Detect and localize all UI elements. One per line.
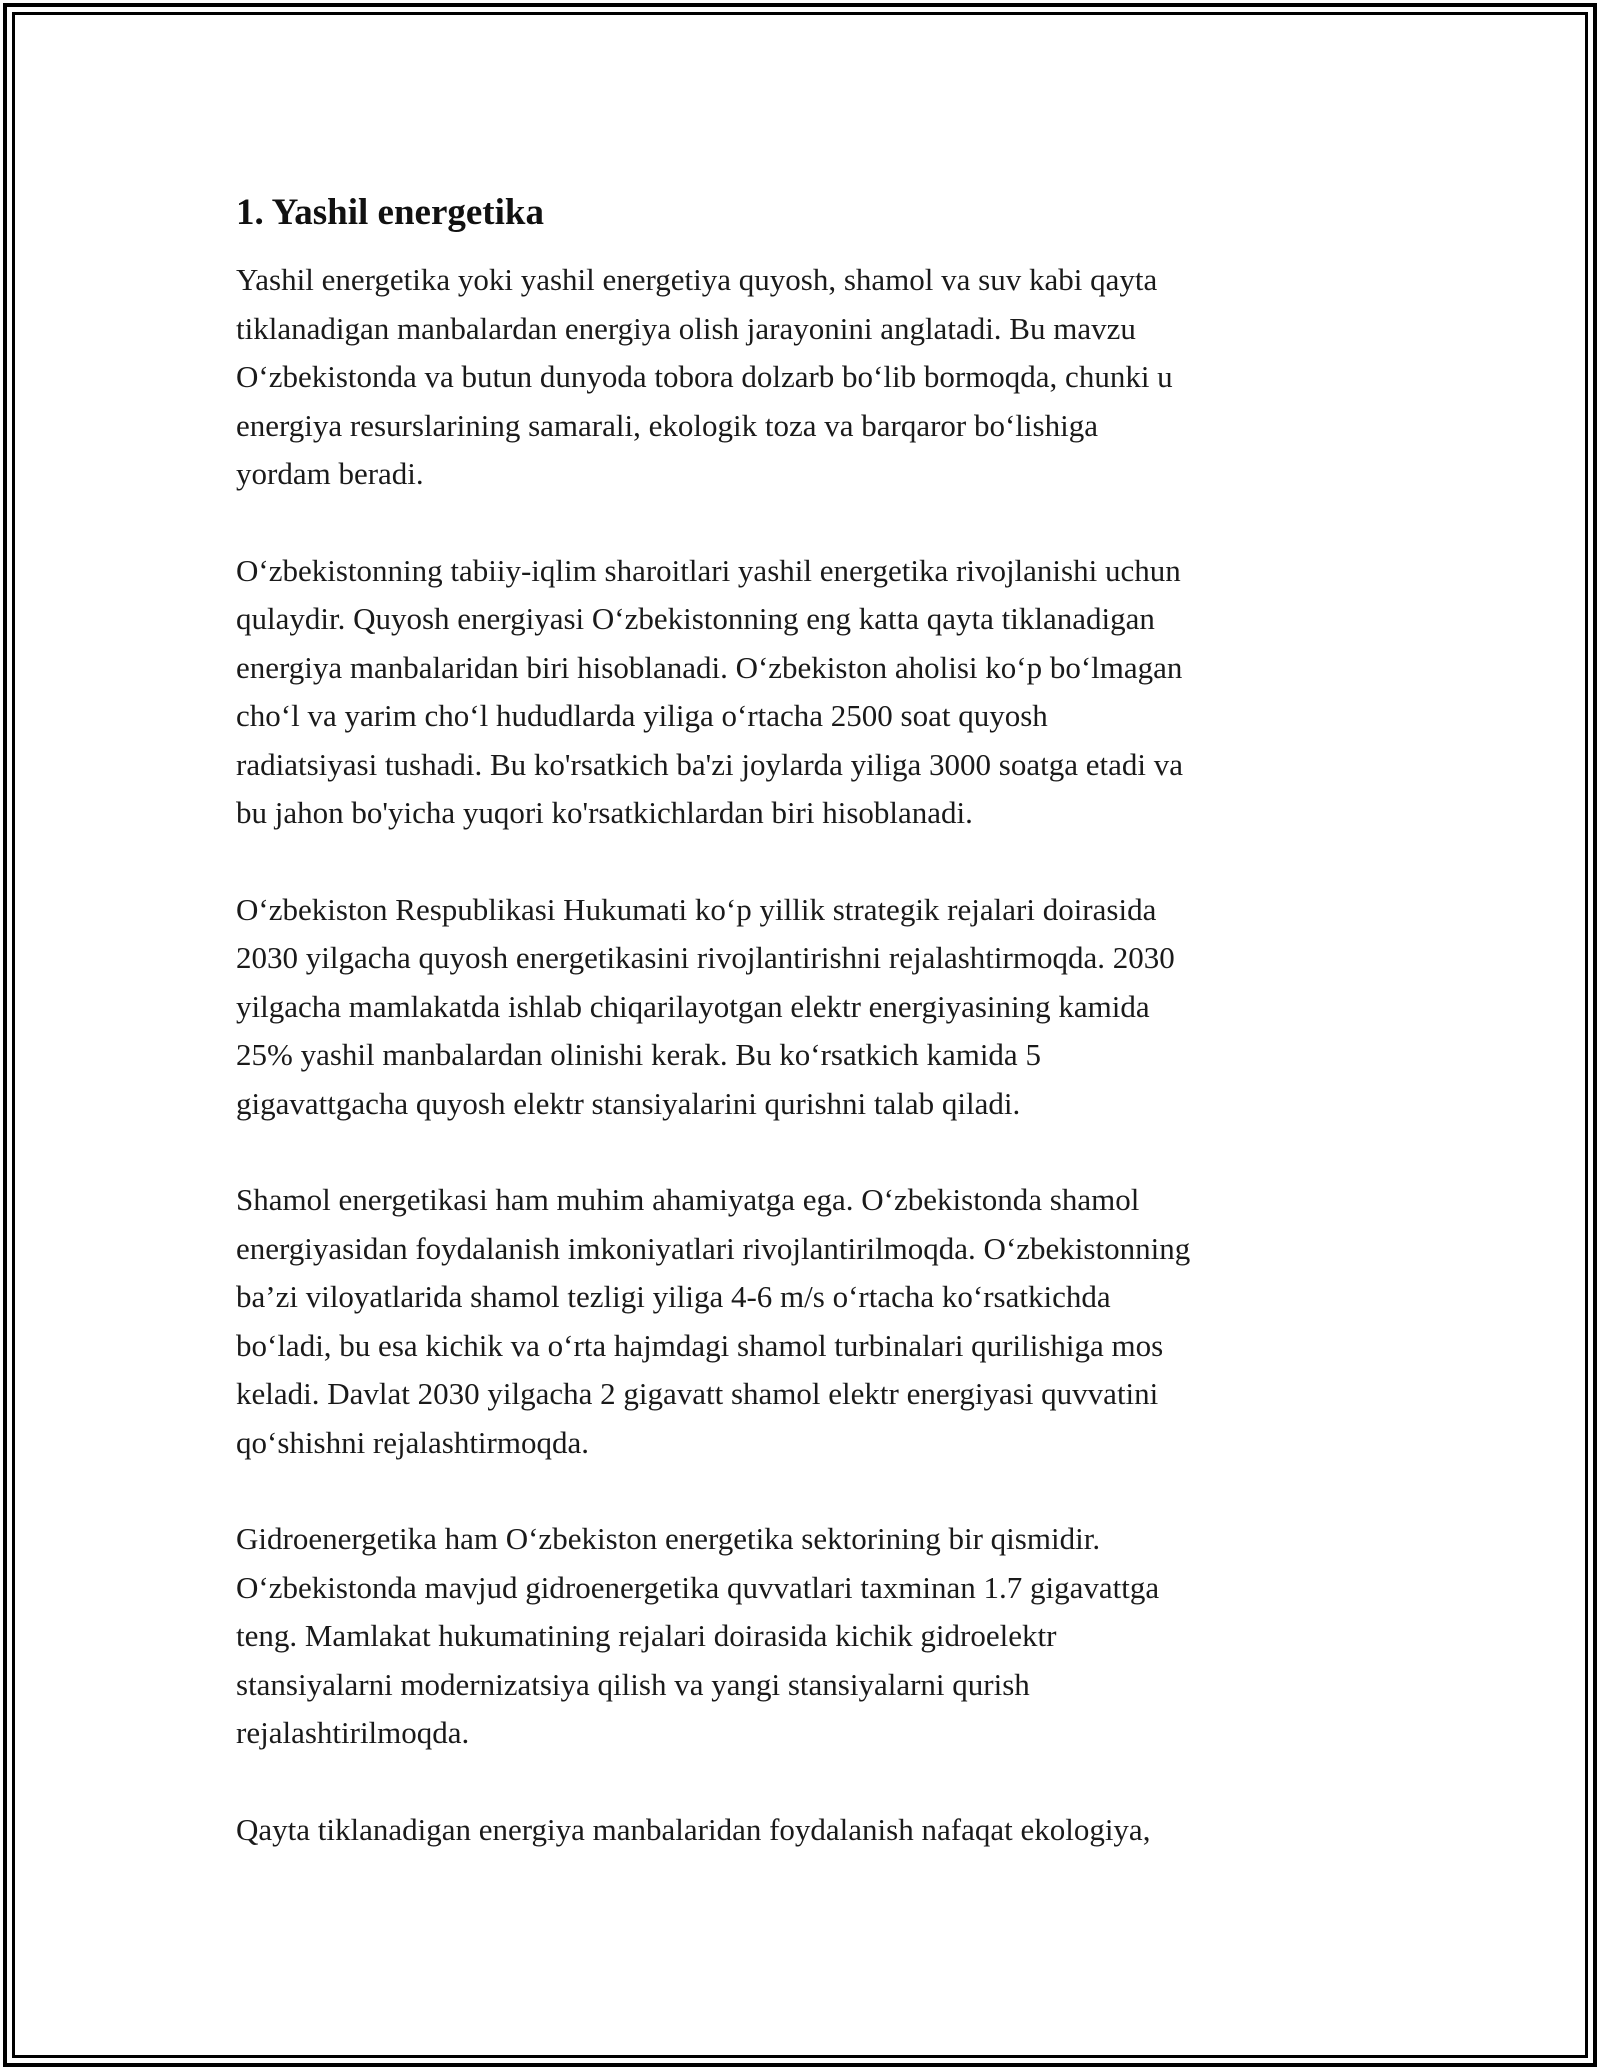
paragraph-line: energiya manbalaridan biri hisoblanadi. O‘zbekiston aholisi ko‘p bo‘lmagan [236, 649, 1183, 685]
paragraph-line: energiyasidan foydalanish imkoniyatlari rivojlantirilmoqda. O‘zbekistonning [236, 1230, 1191, 1266]
paragraph-line: Qayta tiklanadigan energiya manbalaridan foydalanish nafaqat ekologiya, [236, 1811, 1151, 1847]
paragraph-line: energiya resurslarining samarali, ekologik toza va barqaror bo‘lishiga [236, 407, 1098, 443]
paragraph-government-plans [236, 886, 1376, 1129]
paragraph-line: bo‘ladi, bu esa kichik va o‘rta hajmdagi shamol turbinalari qurilishiga mos [236, 1327, 1164, 1363]
paragraph-line: O‘zbekiston Respublikasi Hukumati ko‘p yillik strategik rejalari doirasida [236, 891, 1157, 927]
paragraph-line: qulaydir. Quyosh energiyasi O‘zbekistonning eng katta qayta tiklanadigan [236, 601, 1155, 636]
paragraph-line: gigavattgacha quyosh elektr stansiyalarini qurishni talab qiladi. [236, 1085, 1021, 1121]
paragraph-hydro-energy [236, 1515, 1376, 1758]
paragraph-wind-energy [236, 1176, 1376, 1467]
paragraph-line: rejalashtirilmoqda. [236, 1715, 470, 1750]
section-heading: 1. Yashil energetika [236, 192, 544, 233]
paragraph-line: 2030 yilgacha quyosh energetikasini rivojlantirishni rejalashtirmoqda. 2030 [236, 940, 1175, 975]
paragraph-line: ba’zi viloyatlarida shamol tezligi yiliga 4-6 m/s o‘rtacha ko‘rsatkichda [236, 1279, 1111, 1314]
paragraph-conclusion-partial [236, 1806, 1376, 1855]
paragraph-line: O‘zbekistonda mavjud gidroenergetika quvvatlari taxminan 1.7 gigavattga [236, 1569, 1160, 1605]
paragraph-line: tiklanadigan manbalardan energiya olish jarayonini anglatadi. Bu mavzu [236, 310, 1136, 346]
paragraph-line: Gidroenergetika ham O‘zbekiston energetika sektorining bir qismidir. [236, 1521, 1101, 1556]
paragraph-line: yilgacha mamlakatda ishlab chiqarilayotgan elektr energiyasining kamida [236, 988, 1150, 1024]
paragraph-solar-conditions [236, 547, 1376, 838]
paragraph-line: radiatsiyasi tushadi. Bu ko'rsatkich ba'zi joylarda yiliga 3000 soatga etadi va [236, 746, 1183, 782]
paragraph-line: O‘zbekistonning tabiiy-iqlim sharoitlari yashil energetika rivojlanishi uchun [236, 552, 1181, 588]
paragraph-line: teng. Mamlakat hukumatining rejalari doirasida kichik gidroelektr [236, 1618, 1057, 1653]
paragraph-line: stansiyalarni modernizatsiya qilish va yangi stansiyalarni qurish [236, 1666, 1030, 1702]
paragraph-line: 25% yashil manbalardan olinishi kerak. Bu ko‘rsatkich kamida 5 [236, 1037, 1041, 1072]
paragraph-line: O‘zbekistonda va butun dunyoda tobora dolzarb bo‘lib bormoqda, chunki u [236, 359, 1173, 394]
document-body [236, 184, 1376, 1902]
paragraph-line: Shamol energetikasi ham muhim ahamiyatga ega. O‘zbekistonda shamol [236, 1182, 1140, 1217]
paragraph-introduction [236, 256, 1376, 499]
paragraph-line: yordam beradi. [236, 456, 424, 491]
paragraph-line: Yashil energetika yoki yashil energetiya quyosh, shamol va suv kabi qayta [236, 262, 1158, 297]
paragraph-line: qo‘shishni rejalashtirmoqda. [236, 1424, 589, 1460]
paragraph-line: bu jahon bo'yicha yuqori ko'rsatkichlardan biri hisoblanadi. [236, 795, 973, 830]
paragraph-line: cho‘l va yarim cho‘l hududlarda yiliga o‘rtacha 2500 soat quyosh [236, 698, 1048, 733]
paragraph-line: keladi. Davlat 2030 yilgacha 2 gigavatt shamol elektr energiyasi quvvatini [236, 1376, 1159, 1411]
